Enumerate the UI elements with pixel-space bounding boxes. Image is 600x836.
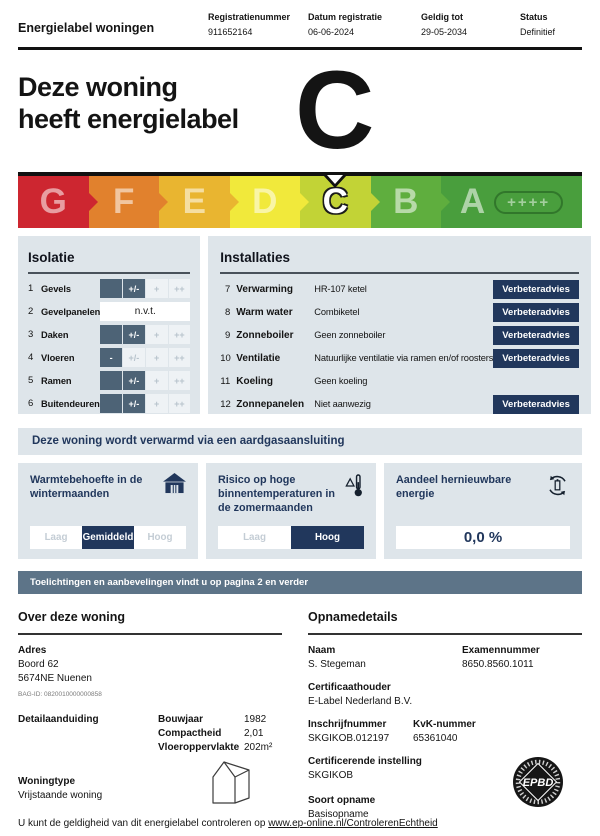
- rating-cell: ++: [169, 279, 191, 298]
- fact-value: 202m²: [244, 741, 273, 753]
- row-value: Niet aanwezig: [314, 399, 371, 410]
- installaties-row-warm-water: [220, 302, 579, 322]
- row-label: Koeling: [236, 375, 273, 387]
- row-number: 11: [220, 375, 231, 387]
- scale-segment-a: [441, 176, 582, 228]
- rating-cell: +/-: [123, 348, 145, 367]
- segment-letter-b: B: [393, 182, 419, 222]
- rating-cell: [100, 325, 122, 344]
- row-number: 8: [224, 306, 231, 318]
- option-hoog-selected: Hoog: [291, 526, 364, 549]
- rating-cell: +/-: [123, 279, 145, 298]
- registratienummer-label: Registratienummer: [208, 12, 291, 22]
- rating-cell: [100, 371, 122, 390]
- row-label: Buitendeuren: [41, 398, 100, 409]
- verbeteradvies-button[interactable]: Verbeteradvies: [493, 303, 579, 322]
- status-value: Definitief: [520, 26, 556, 37]
- indicator-cards: [18, 463, 582, 559]
- naam-block: [308, 645, 462, 672]
- rating-cell: +: [146, 371, 168, 390]
- datum-registratie-label: Datum registratie: [308, 12, 383, 22]
- adres-line2: 5674NE Nuenen: [18, 673, 92, 685]
- fact-label: Bouwjaar: [158, 713, 204, 725]
- rating-cell: ++: [169, 325, 191, 344]
- instelling-value: SKGIKOB: [308, 769, 354, 781]
- installaties-panel: [208, 236, 591, 414]
- rating-cell: ++: [169, 371, 191, 390]
- fact-compactheid: [158, 728, 282, 739]
- over-deze-woning-title: Over deze woning: [18, 604, 282, 635]
- opnamedetails-title: Opnamedetails: [308, 604, 582, 635]
- footer: [18, 818, 438, 829]
- footer-text: U kunt de geldigheid van dit energielabel controleren op: [18, 818, 266, 829]
- house-outline-icon: [204, 756, 258, 811]
- row-number: 9: [224, 329, 231, 341]
- row-label: Gevels: [41, 283, 71, 294]
- rating-cell: +: [146, 348, 168, 367]
- meta-datum-registratie: [308, 12, 421, 38]
- row-number: 3: [28, 329, 34, 341]
- examennummer-label: Examennummer: [462, 645, 540, 657]
- rating-cells: [100, 348, 190, 367]
- hernieuwbaar-title: Aandeel hernieuwbare energie: [396, 474, 512, 501]
- installaties-rows: [220, 279, 579, 414]
- document-title: Energielabel woningen: [18, 21, 155, 35]
- detail-row: [18, 714, 282, 756]
- certificaathouder-label: Certificaathouder: [308, 682, 391, 694]
- verbeteradvies-button[interactable]: Verbeteradvies: [493, 349, 579, 368]
- hero-title-line2: heeft energielabel: [18, 104, 239, 135]
- card-head: [30, 473, 186, 501]
- kvk-block: [403, 719, 582, 746]
- option-hoog: Hoog: [134, 526, 186, 549]
- fact-vloeroppervlakte: [158, 742, 282, 753]
- certificaathouder-value: E-Label Nederland B.V.: [308, 696, 413, 708]
- row-value: Combiketel: [314, 307, 360, 318]
- row-number: 6: [28, 398, 34, 410]
- geldig-tot-value: 29-05-2034: [421, 26, 468, 37]
- rating-cells: [100, 394, 190, 413]
- header-meta: [208, 12, 582, 38]
- installaties-row-zonneboiler: [220, 325, 579, 345]
- energy-scale-bar: [18, 172, 582, 228]
- thermometer-icon: [343, 473, 364, 515]
- risico-card: [206, 463, 376, 559]
- row-number: 5: [28, 375, 34, 387]
- isolatie-row-buitendeuren: [28, 394, 190, 413]
- fact-value: 1982: [244, 713, 267, 725]
- rating-cells: [100, 279, 190, 298]
- segment-letter-f: F: [113, 182, 135, 222]
- hero-title-line1: Deze woning: [18, 72, 178, 103]
- segment-letter-d: D: [252, 182, 278, 222]
- installaties-row-zonnepanelen: [220, 394, 579, 414]
- geldig-tot-label: Geldig tot: [421, 12, 463, 22]
- row-label: Gevelpanelen: [41, 306, 101, 317]
- fact-label: Compactheid: [158, 727, 222, 739]
- meta-registratienummer: [208, 12, 308, 38]
- isolatie-row-daken: [28, 325, 190, 344]
- epbd-seal: [512, 756, 564, 813]
- scale-segment-f: [89, 176, 160, 228]
- details-section: [18, 604, 582, 820]
- house-icon: [163, 473, 186, 501]
- segment-letter-a: A: [459, 182, 486, 222]
- row-value: Geen zonneboiler: [314, 330, 386, 341]
- footer-verification-link[interactable]: www.ep-online.nl/ControlerenEchtheid: [268, 818, 438, 829]
- examennummer-value: 8650.8560.1011: [462, 659, 534, 671]
- rating-panels: [18, 236, 582, 414]
- card-head: [396, 473, 570, 503]
- row-label: Vloeren: [41, 352, 75, 363]
- naam-examen-row: [308, 645, 582, 672]
- option-laag: Laag: [218, 526, 291, 549]
- scale-segment-b: [371, 176, 442, 228]
- inschrijfnummer-value: SKGIKOB.012197: [308, 732, 390, 744]
- rating-cell: [100, 394, 122, 413]
- energy-grade-letter: C: [295, 49, 372, 173]
- rating-cell: +/-: [123, 371, 145, 390]
- renewable-percentage-value: 0,0 %: [396, 526, 570, 549]
- installaties-row-verwarming: [220, 279, 579, 299]
- gas-connection-band: Deze woning wordt verwarmd via een aardgasaansluiting: [18, 428, 582, 455]
- bag-id: BAG-ID: 0820010000000858: [18, 690, 102, 698]
- marker-fill: [327, 175, 343, 184]
- detailaanduiding-label: Detailaanduiding: [18, 713, 99, 725]
- renewable-energy-icon: [545, 473, 570, 503]
- woningtype-label: Woningtype: [18, 775, 76, 787]
- warmtebehoefte-title: Warmtebehoefte in de wintermaanden: [30, 474, 143, 501]
- scale-segment-d: [230, 176, 301, 228]
- isolatie-panel: [18, 236, 200, 414]
- adres-label: Adres: [18, 645, 47, 657]
- scale-segments: [18, 176, 582, 228]
- nvt-cell: n.v.t.: [100, 302, 190, 321]
- rating-cell: +/-: [123, 325, 145, 344]
- isolatie-rows: [28, 279, 190, 413]
- row-number: 4: [28, 352, 34, 364]
- row-number: 12: [220, 398, 231, 410]
- rating-cell: ++: [169, 348, 191, 367]
- meta-geldig-tot: [421, 12, 520, 38]
- hernieuwbare-energie-card: [384, 463, 582, 559]
- row-label: Warm water: [236, 306, 293, 318]
- option-laag: Laag: [30, 526, 82, 549]
- card-head: [218, 473, 364, 515]
- isolatie-title: Isolatie: [28, 246, 190, 274]
- facts-table: [158, 714, 282, 756]
- rating-cell: +: [146, 394, 168, 413]
- soort-opname-value: Basisopname: [308, 808, 369, 820]
- row-value: Natuurlijke ventilatie via ramen en/of roosters: [314, 353, 494, 364]
- rating-cells: [100, 325, 190, 344]
- rating-cell: [100, 279, 122, 298]
- scale-segment-g: [18, 176, 89, 228]
- inschrijfnummer-block: [308, 719, 403, 746]
- inschrijfnummer-label: Inschrijfnummer: [308, 718, 387, 730]
- installaties-row-koeling: [220, 371, 579, 391]
- kvk-label: KvK-nummer: [413, 718, 476, 730]
- option-gemiddeld-selected: Gemiddeld: [82, 526, 134, 549]
- kvk-value: 65361040: [413, 732, 458, 744]
- row-number: 7: [224, 283, 231, 295]
- row-number: 2: [28, 306, 34, 318]
- row-label: Ramen: [41, 375, 72, 386]
- naam-value: S. Stegeman: [308, 659, 366, 671]
- row-value: Geen koeling: [314, 376, 368, 387]
- segment-letter-g: G: [39, 182, 67, 222]
- row-label: Zonneboiler: [236, 329, 294, 341]
- warmtebehoefte-card: [18, 463, 198, 559]
- scale-top-line: [18, 172, 582, 176]
- certificaathouder-block: [308, 682, 582, 709]
- fact-bouwjaar: [158, 714, 282, 725]
- risico-title: Risico op hoge binnentemperaturen in de zomermaanden: [218, 474, 335, 515]
- verbeteradvies-button[interactable]: Verbeteradvies: [493, 395, 579, 414]
- rating-cell: ++: [169, 394, 191, 413]
- datum-registratie-value: 06-06-2024: [308, 26, 355, 37]
- scale-segment-e: [159, 176, 230, 228]
- row-label: Zonnepanelen: [236, 398, 305, 410]
- hero-title: [18, 60, 295, 164]
- rating-cell: +: [146, 325, 168, 344]
- row-label: Daken: [41, 329, 69, 340]
- a-plus-badge: ++++: [494, 191, 563, 214]
- epbd-seal-text: EPBD: [522, 777, 554, 790]
- hero-section: [18, 49, 582, 173]
- soort-opname-label: Soort opname: [308, 794, 376, 806]
- adres-block: [18, 645, 282, 698]
- fact-value: 2,01: [244, 727, 264, 739]
- instelling-label: Certificerende instelling: [308, 755, 422, 767]
- row-label: Ventilatie: [236, 352, 281, 364]
- rating-cell: +/-: [123, 394, 145, 413]
- row-value: HR-107 ketel: [314, 284, 367, 295]
- naam-label: Naam: [308, 645, 336, 657]
- examennummer-block: [462, 645, 582, 672]
- warmtebehoefte-options: [30, 526, 186, 549]
- rating-cell: +: [146, 279, 168, 298]
- segment-letter-c: C: [322, 182, 348, 222]
- verbeteradvies-button[interactable]: Verbeteradvies: [493, 326, 579, 345]
- fact-label: Vloeroppervlakte: [158, 741, 240, 753]
- installaties-row-ventilatie: [220, 348, 579, 368]
- adres-line1: Boord 62: [18, 659, 59, 671]
- segment-letter-e: E: [182, 182, 206, 222]
- grade-marker-notch: [323, 175, 347, 189]
- risico-options: [218, 526, 364, 549]
- document-header: [18, 0, 582, 50]
- isolatie-row-gevels: [28, 279, 190, 298]
- installaties-title: Installaties: [220, 246, 579, 274]
- registratienummer-value: 911652164: [208, 26, 253, 37]
- inschrijf-kvk-row: [308, 719, 582, 746]
- woningtype-value: Vrijstaande woning: [18, 789, 103, 801]
- isolatie-row-gevelpanelen: [28, 302, 190, 321]
- page2-note-band: Toelichtingen en aanbevelingen vindt u op pagina 2 en verder: [18, 571, 582, 594]
- isolatie-row-ramen: [28, 371, 190, 390]
- verbeteradvies-button[interactable]: Verbeteradvies: [493, 280, 579, 299]
- meta-status: [520, 12, 582, 38]
- isolatie-row-vloeren: [28, 348, 190, 367]
- row-number: 1: [28, 283, 34, 295]
- row-number: 10: [220, 352, 231, 364]
- row-label: Verwarming: [236, 283, 293, 295]
- status-label: Status: [520, 12, 548, 22]
- rating-cells: [100, 371, 190, 390]
- rating-cell: -: [100, 348, 122, 367]
